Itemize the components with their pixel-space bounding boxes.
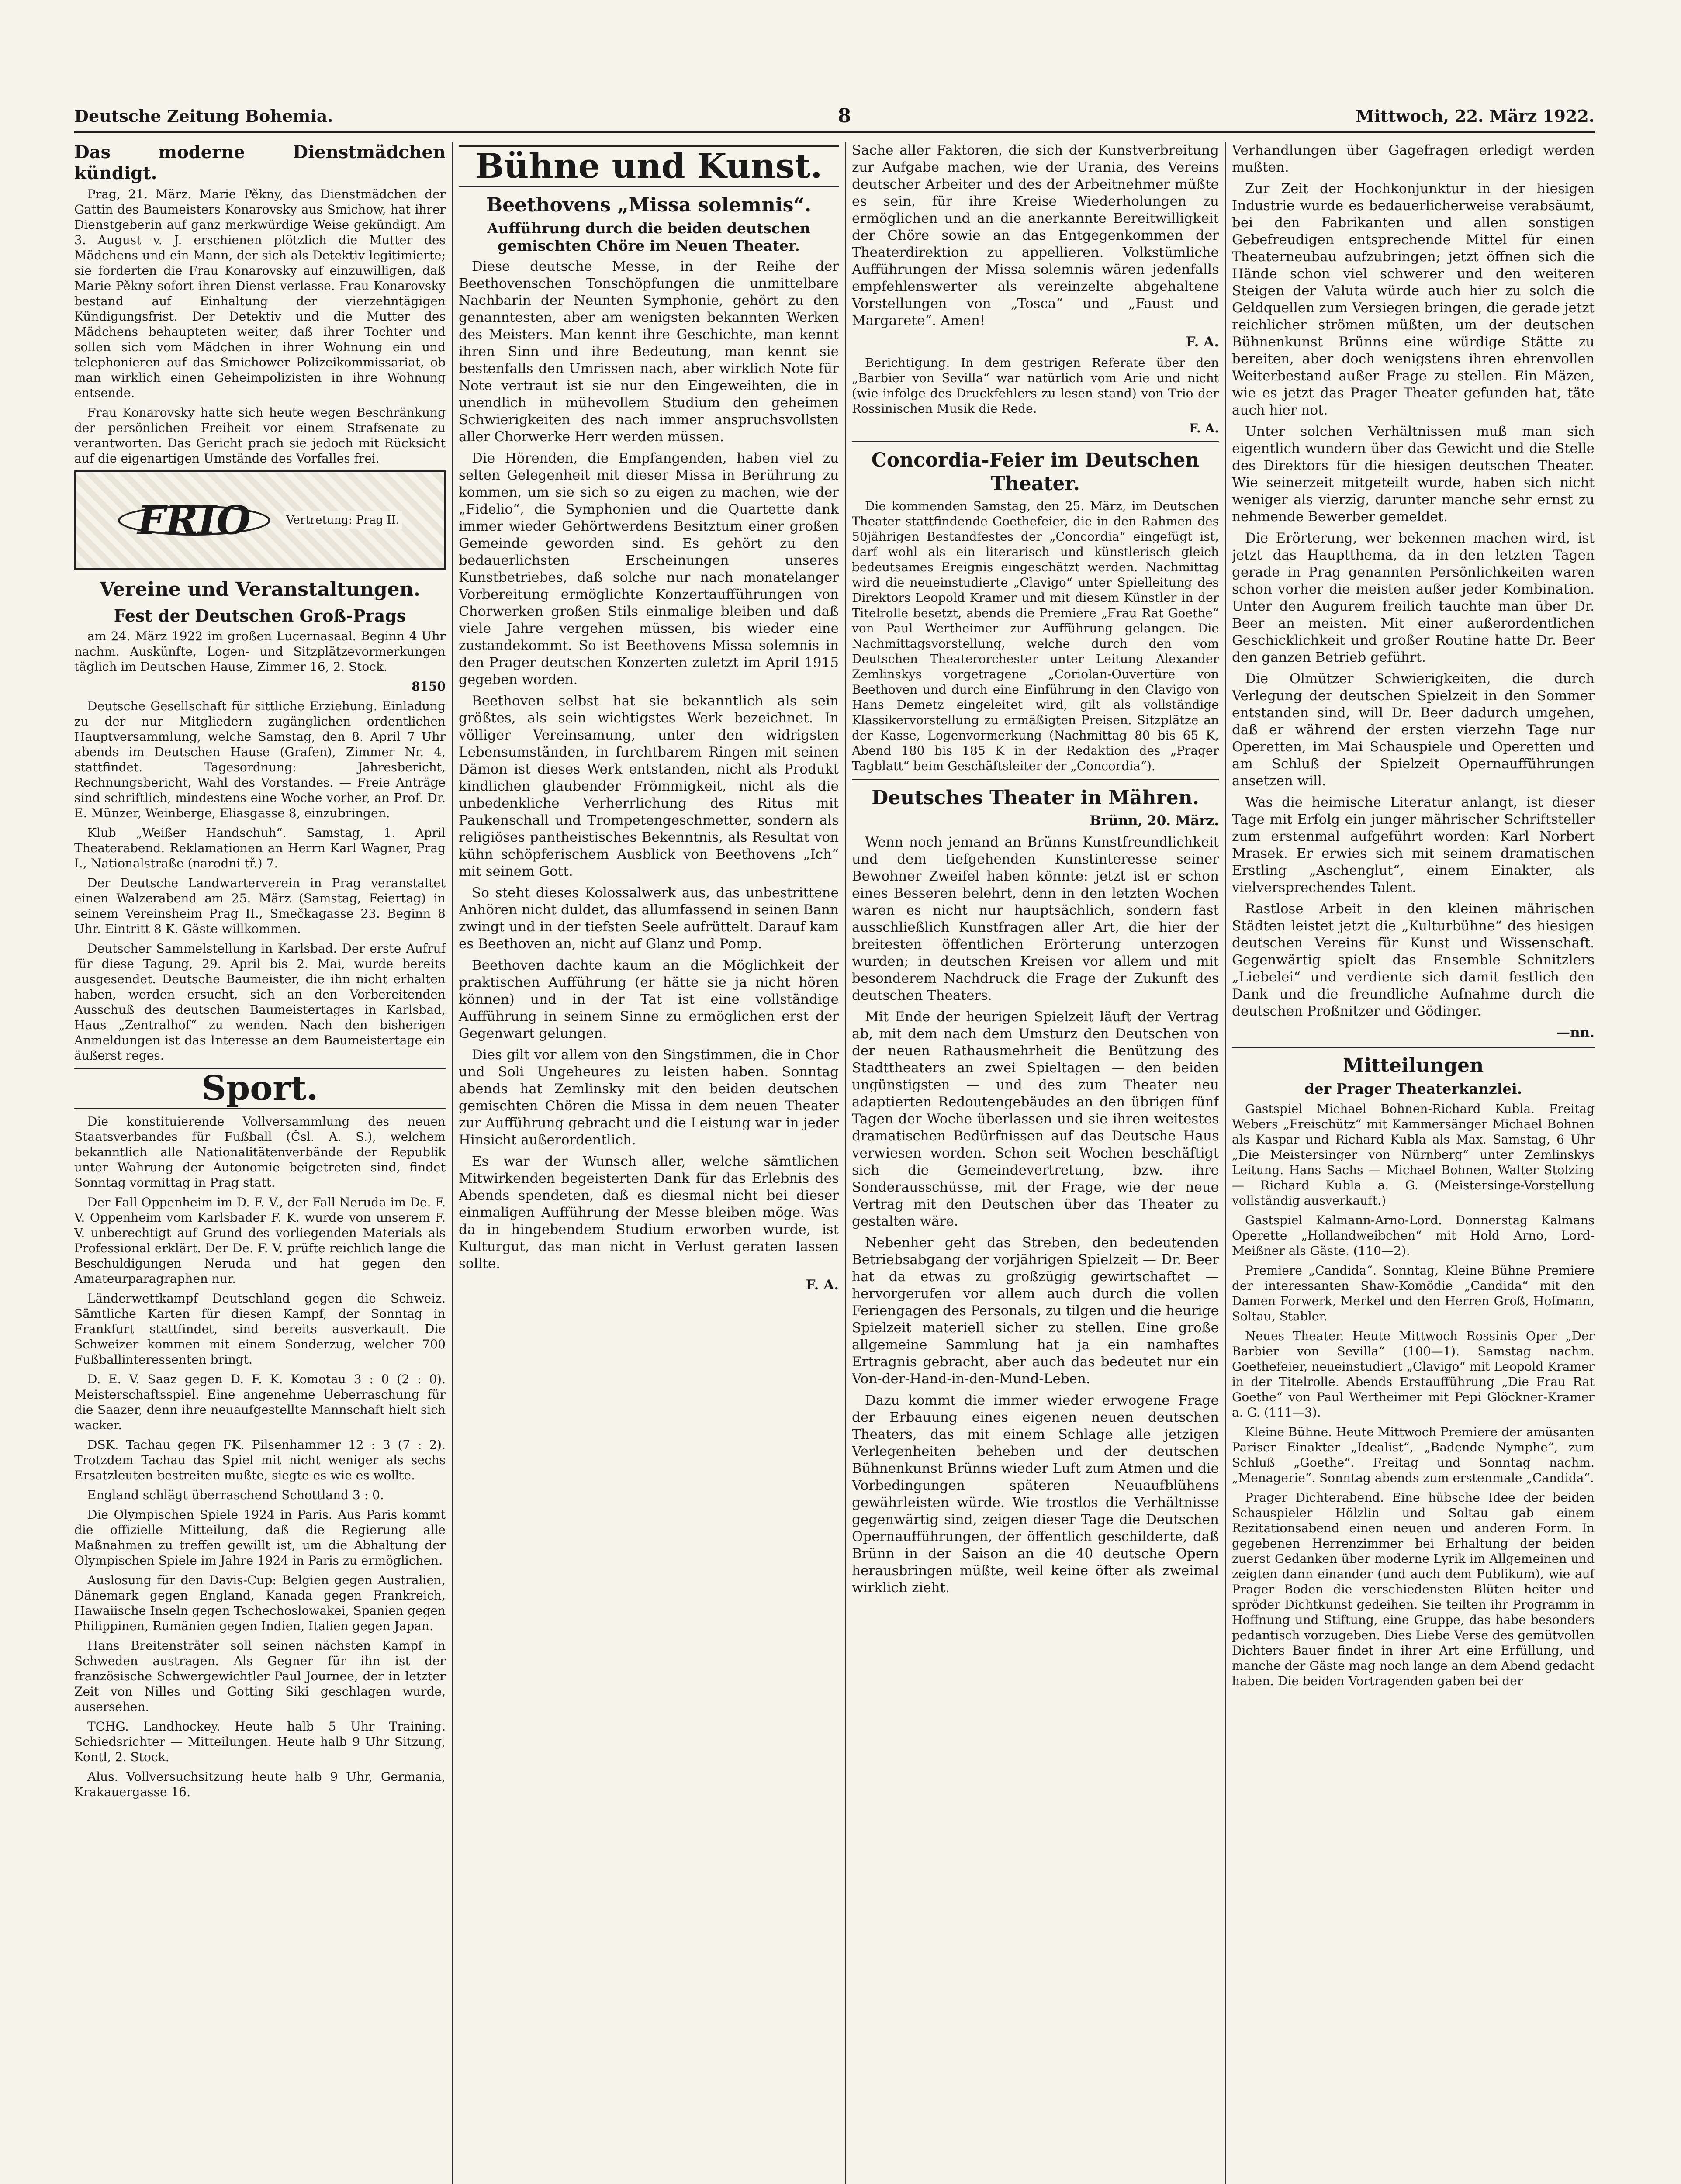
masthead-date: Mittwoch, 22. März 1922. (1356, 106, 1595, 126)
article-paragraph: So steht dieses Kolossalwerk aus, das unbestrittene Anhören nicht duldet, das allumfassend in seinen Bann zwingt und in der tiefsten Seele aufrüttelt. Darauf kam es Beethoven an, nicht auf Glanz und Pomp. (459, 885, 839, 952)
article-title: Deutsches Theater in Mähren. (872, 787, 1199, 809)
theater-notice: Kleine Bühne. Heute Mittwoch Premiere der amüsanten Pariser Einakter „Idealist“, „Badende Nymphe“, zum Schluß „Goethe“. Freitag und Sonntag nachm. „Menagerie“. Sonntag abends zum erstenmale „Candida“. (1232, 1425, 1595, 1485)
divider (852, 441, 1219, 442)
notice: Deutsche Gesellschaft für sittliche Erziehung. Einladung zu der nur Mitgliedern zugänglichen ordentlichen Hauptversammlung, welche Samstag, den 8. April 7 Uhr abends im Deutschen Hause (Grafen), Zimmer Nr. 4, stattfindet. Tagesordnung: Jahresbericht, Rechnungsbericht, Wahl des Vorstandes. — Freie Anträge sind schriftlich, mindestens eine Woche vorher, an Prof. Dr. E. Münzer, Weinberge, Eliasgasse 8, einzubringen. (74, 699, 446, 820)
sport-item: Hans Breitensträter soll seinen nächsten Kampf in Schweden austragen. Als Gegner für ihn ist der französische Schwergewichtler Paul Journee, der in letzter Zeit von Nilles und Gotting Siki geschlagen wurde, ausersehen. (74, 1638, 446, 1714)
theater-notice: Prager Dichterabend. Eine hübsche Idee der beiden Schauspieler Hölzlin und Soltau gab einem Rezitationsabend einen neuen und anderen Form. In gegebenen Herrenzimmer bei Erhaltung der beiden zuerst Gedanken über moderne Lyrik im Allgemeinen und zeigten dann einander (und auch dem Publikum), wie auf Prager Boden die verschiedensten Blüten heiter und spröder Dichtkunst gedeihen. Sie teilten ihr Programm in Hoffnung und Stiftung, eine Gruppe, das habe besonders pedantisch vorzugeben. Dies Liebe Verse des gemütvollen Dichters Bauer findet in ihrer Art eine Erfüllung, und manche der Gäste mag noch lange an dem Abend gedacht haben. Die beiden Vortragenden gaben bei der (1232, 1490, 1595, 1688)
article-continuation: Sache aller Faktoren, die sich der Kunstverbreitung zur Aufgabe machen, wie der Urania, des Vereins deutscher Arbeiter und des der Arbeitnehmer müßte es sein, für ihre Kreise Wiederholungen zu ermöglichen und an die anerkannte Bereitwilligkeit der Chöre sowie an das Entgegenkommen der Theaterdirektion zu appellieren. Volkstümliche Aufführungen der Missa solemnis wären jedenfalls empfehlenswerter als vereinzelte abgehaltene Vorstellungen von „Tosca“ und „Faust und Margarete“. Amen! (852, 142, 1219, 328)
article-paragraph: Dazu kommt die immer wieder erwogene Frage der Erbauung eines eigenen neuen deutschen Theaters, das mit einem Schlage alle jetzigen Verlegenheiten beheben und der deutschen Bühnenkunst Brünns wieder Luft zum Atmen und die Vorbedingungen späteren Neuaufblühens gewährleisten würde. Wie trostlos die Verhältnisse gegenwärtig sind, zeigen dieser Tage die Deutschen Opernaufführungen, der öffentlich geschilderte, daß Brünn in der Saison an die 40 deutsche Opern herausbringen müßte, weil keine öfter als zweimal wirklich zieht. (852, 1393, 1219, 1596)
section-title: Bühne und Kunst. (459, 145, 839, 187)
article-title: Das moderne Dienstmädchen kündigt. (74, 142, 446, 183)
event-title: Fest der Deutschen Groß-Prags (114, 606, 406, 625)
masthead (74, 100, 1595, 133)
article-paragraph: Die Olmützer Schwierigkeiten, die durch Verlegung der deutschen Spielzeit in den Sommer entstanden sind, will Dr. Beer dadurch umgehen, daß er während der ersten vierzehn Tage nur Operetten, im Mai Schauspiele und Operetten und am Schluß der Spielzeit Opernaufführungen ansetzen will. (1232, 671, 1595, 789)
masthead-title: Deutsche Zeitung Bohemia. (74, 106, 333, 126)
section-title: Mitteilungen (1342, 1054, 1484, 1077)
sport-item: Die konstituierende Vollversammlung des neuen Staatsverbandes für Fußball (Čsl. A. S.), welchem bekanntlich alle Nationalitätenverbände der Republik unter Wahrung der Autonomie beigetreten sind, findet Sonntag vormittag in Prag statt. (74, 1114, 446, 1190)
column-1 (74, 142, 446, 2184)
article-title: Beethovens „Missa solemnis“. (486, 194, 812, 216)
column-rule (1225, 142, 1226, 2184)
column-3 (852, 142, 1219, 2184)
sport-item: Auslosung für den Davis-Cup: Belgien gegen Australien, Dänemark gegen England, Kanada gegen Frankreich, Hawaiische Inseln gegen Tschechoslowakei, Spanien gegen Philippinen, Rumänien gegen Indien, Italien gegen Japan. (74, 1573, 446, 1633)
notice: Klub „Weißer Handschuh“. Samstag, 1. April Theaterabend. Reklamationen an Herrn Karl Wagner, Prag I., Nationalstraße (narodni tř.) 7. (74, 826, 446, 871)
sport-item: DSK. Tachau gegen FK. Pilsenhammer 12 : 3 (7 : 2). Trotzdem Tachau das Spiel mit nicht weniger als sechs Ersatzleuten bestreiten mußte, siegte es wie es wollte. (74, 1438, 446, 1482)
column-rule (452, 142, 453, 2184)
correction-signature: F. A. (1189, 421, 1219, 435)
ad-text: Vertretung: Prag II. (284, 511, 402, 529)
article-title: Concordia-Feier im Deutschen Theater. (871, 449, 1200, 495)
section-subtitle: der Prager Theaterkanzlei. (1304, 1080, 1522, 1097)
article-paragraph: Diese deutsche Messe, in der Reihe der Beethovenschen Tonschöpfungen die unmittelbare Nachbarin der Neunten Symphonie, gehört zu den genanntesten, aber am wenigsten bekannten Werken des Meisters. Man kennt ihre Geschichte, man kennt ihren Sinn und ihre Bedeutung, man kennt sie bestenfalls den Umrissen nach, aber wirklich Note für Note vertraut ist sie nur den Eingeweihten, die in unendlich in mühevollem Studium den geheimen Schwierigkeiten des nach immer anspruchsvollsten aller Chorwerke Herr werden müssen. (459, 259, 839, 445)
correction-note: Berichtigung. In dem gestrigen Referate über den „Barbier von Sevilla“ war natürlich vom Arie und nicht (wie infolge des Druckfehlers zu lesen stand) von Trio der Rossinischen Musik die Rede. (852, 356, 1219, 416)
sport-section-title: Sport. (74, 1068, 446, 1109)
article-paragraph: Unter solchen Verhältnissen muß man sich eigentlich wundern über das Gewicht und die Stelle des Direktors für die hiesigen deutschen Theater. Wie seinerzeit mitgeteilt wurde, haben sich nicht weniger als vierzig, darunter manche sehr ernst zu nehmende Bewerber gemeldet. (1232, 424, 1595, 525)
event-text: am 24. März 1922 im großen Lucernasaal. Beginn 4 Uhr nachm. Auskünfte, Logen- und Sitzplätzevormerkungen täglich im Deutschen Hause, Zimmer 16, 2. Stock. (74, 629, 446, 674)
theater-notice: Gastspiel Michael Bohnen-Richard Kubla. Freitag Webers „Freischütz“ mit Kammersänger Michael Bohnen als Kaspar und Richard Kubla als Max. Samstag, 6 Uhr „Die Meistersinger von Nürnberg“ unter Zemlinskys Leitung. Hans Sachs — Michael Bohnen, Walter Stolzing — Richard Kubla a. G. (Meistersinge-Vorstellung vollständig ausverkauft.) (1232, 1102, 1595, 1208)
theater-notice: Neues Theater. Heute Mittwoch Rossinis Oper „Der Barbier von Sevilla“ (100—1). Samstag nachm. Goethefeier, neueinstudiert „Clavigo“ mit Leopold Kramer in der Titelrolle. Abends Erstaufführung „Die Frau Rat Goethe“ von Paul Wertheimer mit Pepi Glöckner-Kramer a. G. (111—3). (1232, 1329, 1595, 1420)
column-2 (459, 142, 839, 2184)
event-number: 8150 (412, 679, 446, 694)
page-number: 8 (837, 104, 851, 127)
article-signature: —nn. (1556, 1025, 1595, 1040)
sport-item: England schlägt überraschend Schottland 3 : 0. (87, 1488, 384, 1502)
section-title: Vereine und Veranstaltungen. (100, 578, 420, 601)
theater-notice: Gastspiel Kalmann-Arno-Lord. Donnerstag Kalmans Operette „Hollandweibchen“ mit Hold Arno, Lord-Meißner als Gäste. (110—2). (1232, 1213, 1595, 1258)
article-body: Frau Konarovsky hatte sich heute wegen Beschränkung der persönlichen Freiheit vor einem Strafsenate zu verantworten. Das Gericht prach sie jedoch mit Rücksicht auf die eigenartigen Umstände des Vorfalles frei. (74, 405, 446, 466)
article-paragraph: Es war der Wunsch aller, welche sämtlichen Mitwirkenden begeisterten Dank für das Erlebnis des Abends spendeten, daß es diesmal nicht bei dieser einmaligen Aufführung der Messe bleiben möge. Was da in hingebendem Studium erworben wurde, ist Kulturgut, das man nicht in Verlust geraten lassen sollte. (459, 1154, 839, 1272)
advertisement (74, 470, 446, 570)
sport-item: Länderwettkampf Deutschland gegen die Schweiz. Sämtliche Karten für diesen Kampf, der Sonntag in Frankfurt stattfindet, sind bereits ausverkauft. Die Schweizer kommen mit einem Sonderzug, welcher 700 Fußballinteressenten bringt. (74, 1291, 446, 1367)
article-continuation: Verhandlungen über Gagefragen erledigt werden mußten. (1232, 142, 1595, 175)
article-paragraph: Dies gilt vor allem von den Singstimmen, die in Chor und Soli Ungeheures zu leisten haben. Sonntag abends hat Zemlinsky mit den beiden deutschen gemischten Chören die Missa in dem neuen Theater zur Aufführung gebracht und die Leistung war in jeder Hinsicht außerordentlich. (459, 1047, 839, 1148)
article-paragraph: Rastlose Arbeit in den kleinen mährischen Städten leistet jetzt die „Kulturbühne“ des hiesigen deutschen Vereins für Kunst und Wissenschaft. Gegenwärtig spielt das Ensemble Schnitzlers „Liebelei“ und verdiente sich damit festlich den Dank und die freundliche Aufnahme durch die deutschen Proßnitzer und Gödinger. (1232, 901, 1595, 1019)
theater-notice: Premiere „Candida“. Sonntag, Kleine Bühne Premiere der interessanten Shaw-Komödie „Candida“ mit den Damen Forwerk, Merkel und den Herren Groß, Hofmann, Soltau, Stabler. (1232, 1263, 1595, 1324)
article-paragraph: Die Hörenden, die Empfangenden, haben viel zu selten Gelegenheit mit dieser Missa in Berührung zu kommen, um sie sich so zu eigen zu machen, wie der „Fidelio“, die Symphonien und die Quartette dank immer wieder Gehörtwerdens Besitztum einer großen Gemeinde geworden sind. Es gehört zu den bedauerlichsten Erscheinungen unseres Kunstbetriebes, daß solche nur nach monatelanger Vorbereitung ermöglichte Konzertaufführungen von Chorwerken großen Stils einmalige bleiben und daß viele Jahre vergehen müssen, bis wieder eine zustandekommt. So ist Beethovens Missa solemnis in den Prager deutschen Konzerten zuletzt im April 1915 gegeben worden. (459, 450, 839, 688)
article-paragraph: Beethoven selbst hat sie bekanntlich als sein größtes, als sein wichtigstes Werk bezeichnet. In völliger Vereinsamung, unter den widrigsten Lebensumständen, in furchtbarem Ringen mit seinen Dämon ist dieses Werk entstanden, nicht als Produkt kindlichen glaubender Frömmigkeit, nicht als die unbedenkliche Verherrlichung des Ritus mit Paukenschall und Trompetengeschmetter, sondern als religiöses pantheistisches Bekenntnis, als Resultat von kühn schöpferischem Ausblick von Beethovens „Ich“ mit seinem Gott. (459, 693, 839, 879)
article-signature: F. A. (806, 1277, 839, 1293)
dateline: Brünn, 20. März. (1090, 813, 1219, 829)
article-paragraph: Beethoven dachte kaum an die Möglichkeit der praktischen Aufführung (er hätte sie ja nicht hören können) und in der Tat ist eine vollständige Aufführung in seinem Sinne zu ermöglichen erst der Gegenwart gelungen. (459, 957, 839, 1041)
article-signature: F. A. (1186, 334, 1219, 350)
notice: Der Deutsche Landwarterverein in Prag veranstaltet einen Walzerabend am 25. März (Samstag, Feiertag) in seinem Vereinsheim Prag II., Smečkagasse 23. Beginn 8 Uhr. Eintritt 8 K. Gäste willkommen. (74, 876, 446, 936)
divider (1232, 1047, 1595, 1048)
sport-item: TCHG. Landhockey. Heute halb 5 Uhr Training. Schiedsrichter — Mitteilungen. Heute halb 9 Uhr Sitzung, Kontl, 2. Stock. (74, 1719, 446, 1764)
article-paragraph: Wenn noch jemand an Brünns Kunstfreundlichkeit und dem tiefgehenden Kunstinteresse seiner Bewohner Zweifel haben könnte: jetzt ist er schon eines Besseren belehrt, denn in den letzten Wochen waren es nicht nur hauptsächlich, sondern fast ausschließlich Kunstfragen aller Art, die hier der breitesten öffentlichen Erörterung unterzogen wurden; in deutschen Kreisen vor allem und mit besonderem Nachdruck die Frage der Zukunft des deutschen Theaters. (852, 834, 1219, 1003)
sport-item: D. E. V. Saaz gegen D. F. K. Komotau 3 : 0 (2 : 0). Meisterschaftsspiel. Eine angenehme Ueberraschung für die Saazer, denn ihre neuaufgestellte Mannschaft hielt sich wacker. (74, 1372, 446, 1432)
sport-item: Der Fall Oppenheim im D. F. V., der Fall Neruda im De. F. V. Oppenheim vom Karlsbader F. K. wurde von unserem F. V. unberechtigt auf Grund des vorliegenden Materials als Professional erklärt. Der De. F. V. prüfte reichlich lange die Beschuldigungen Neruda und hat gegen den Amateurparagraphen nur. (74, 1195, 446, 1286)
sport-item: Alus. Vollversuchsitzung heute halb 9 Uhr, Germania, Krakauergasse 16. (74, 1769, 446, 1799)
article-subtitle: Aufführung durch die beiden deutschen gemischten Chöre im Neuen Theater. (487, 220, 810, 254)
article-body: Die kommenden Samstag, den 25. März, im Deutschen Theater stattfindende Goethefeier, die in den Rahmen des 50jährigen Bestandfestes der „Concordia“ eingefügt ist, darf wohl als ein literarisch und künstlerisch gleich bedeutsames Ereignis eingeschätzt werden. Nachmittag wird die neueinstudierte „Clavigo“ unter Spielleitung des Direktors Leopold Kramer und mit diesem Künstler in der Titelrolle besetzt, abends die Premiere „Frau Rat Goethe“ von Paul Wertheimer zur Aufführung gelangen. Die Nachmittagsvorstellung, welche durch den vom Deutschen Theaterorchester unter Leitung Alexander Zemlinskys vorgetragene „Coriolan-Ouvertüre von Beethoven und durch eine Einführung in den Clavigo von Hans Demetz eingeleitet wird, gilt als vollständige Klassikervorstellung zu ermäßigten Preisen. Sitzplätze an der Kasse, Logenvormerkung (Nachmittag 80 bis 65 K, Abend 180 bis 185 K in der Redaktion des „Prager Tagblatt“ beim Geschäftsleiter der „Concordia“). (852, 499, 1219, 773)
notice: Deutscher Sammelstellung in Karlsbad. Der erste Aufruf für diese Tagung, 29. April bis 2. Mai, wurde bereits ausgesendet. Deutsche Baumeister, die ihn nicht erhalten haben, werden ersucht, sich an den Vorbereitenden Ausschuß des deutschen Baumeistertages in Karlsbad, Haus „Zentralhof“ zu wenden. Nach den bisherigen Anmeldungen ist das Interesse an dem Baumeistertage ein äußerst reges. (74, 941, 446, 1063)
article-paragraph: Die Erörterung, wer bekennen machen wird, ist jetzt das Hauptthema, da in den letzten Tagen gerade in Prag genannten Persönlichkeiten waren schon vorher die meisten außer jeder Kombination. Unter den Augurem freilich tauchte man über Dr. Beer an meisten. Mit einer außerordentlichen Geschicklichkeit und großer Routine hatte Dr. Beer den ganzen Betrieb geführt. (1232, 530, 1595, 665)
article-body: Prag, 21. März. Marie Pěkny, das Dienstmädchen der Gattin des Baumeisters Konarovsky aus Smichow, hat ihrer Dienstgeberin auf ganz merkwürdige Weise gekündigt. Am 3. August v. J. erschienen plötzlich die Mutter des Mädchens und ein Mann, der sich als Detektiv legitimierte; sie forderten die Frau Konarovsky auf einzuwilligen, daß Marie Pěkny sofort ihren Dienst verlasse. Frau Konarovsky bestand auf Einhaltung der vierzehntägigen Kündigungsfrist. Der Detektiv und die Mutter des Mädchens behaupteten weiter, daß ihrer Tochter und sollen sich vom Mädchen in ihrer Wohnung ein und telephonieren auf das Smichower Polizeikommissariat, ob man wirklich einen Geheimpolizisten in ihre Wohnung entsende. (74, 187, 446, 400)
ad-logo: FRIO (118, 505, 270, 536)
sport-item: Die Olympischen Spiele 1924 in Paris. Aus Paris kommt die offizielle Mitteilung, daß die Regierung alle Maßnahmen zu treffen gewillt ist, um die Abhaltung der Olympischen Spiele im Jahre 1924 in Paris zu ermöglichen. (74, 1507, 446, 1568)
article-paragraph: Nebenher geht das Streben, den bedeutenden Betriebsabgang der vorjährigen Spielzeit — Dr. Beer hat da etwas zu großzügig gewirtschaftet — hervorgerufen vor allem auch durch die vollen Feriengagen des Personals, zu tilgen und die heurige Spielzeit materiell sicher zu stellen. Eine große allgemeine Sammlung hat ja ein namhaftes Ertragnis gebracht, aber auch das bedeutet nur ein Von-der-Hand-in-den-Mund-Leben. (852, 1235, 1219, 1387)
divider (852, 779, 1219, 780)
article-paragraph: Mit Ende der heurigen Spielzeit läuft der Vertrag ab, mit dem nach dem Umsturz den Deutschen von der neuen Rathausmehrheit die Benützung des Stadttheaters an zwei Spieltagen — den beiden ungünstigsten — und des zum Theater neu adaptierten Redoutengebäudes an den übrigen fünf Tagen der Woche überlassen und sie ihren weitestes dramatischen Bedürfnissen auf das Deutsche Haus verwiesen worden. Schon seit Wochen beschäftigt sich die Gemeindevertretung, bzw. ihre Sonderausschüsse, mit der Frage, wie der neue Vertrag mit den Deutschen über das Theater zu gestalten wäre. (852, 1009, 1219, 1229)
article-paragraph: Zur Zeit der Hochkonjunktur in der hiesigen Industrie wurde es bedauerlicherweise verabsäumt, bei den Fabrikanten und allen sonstigen Gebefreudigen entsprechende Mittel für einen Theaterneubau aufzubringen; jetzt öffnen sich die Hände schon viel schwerer und den weiteren Steigen der Valuta würde auch hier zu solch die Geldquellen zum Versiegen bringen, die gerade jetzt reichlicher strömen müßten, um der deutschen Bühnenkunst Brünns eine würdige Stätte zu bereiten, aber doch wenigstens ihren ehrenvollen Weiterbestand außer Frage zu stellen. Ein Mäzen, wie es jetzt das Prager Theater gefunden hat, täte auch hier not. (1232, 181, 1595, 418)
column-4 (1232, 142, 1595, 2184)
column-rule (845, 142, 846, 2184)
article-paragraph: Was die heimische Literatur anlangt, ist dieser Tage mit Erfolg ein junger mährischer Schriftsteller zum erstenmal aufgeführt worden: Karl Norbert Mrasek. Er erwies sich mit seinem dramatischen Erstling „Aschenglut“, einem Einakter, als vielversprechendes Talent. (1232, 795, 1595, 895)
newspaper-page (74, 100, 1595, 2184)
